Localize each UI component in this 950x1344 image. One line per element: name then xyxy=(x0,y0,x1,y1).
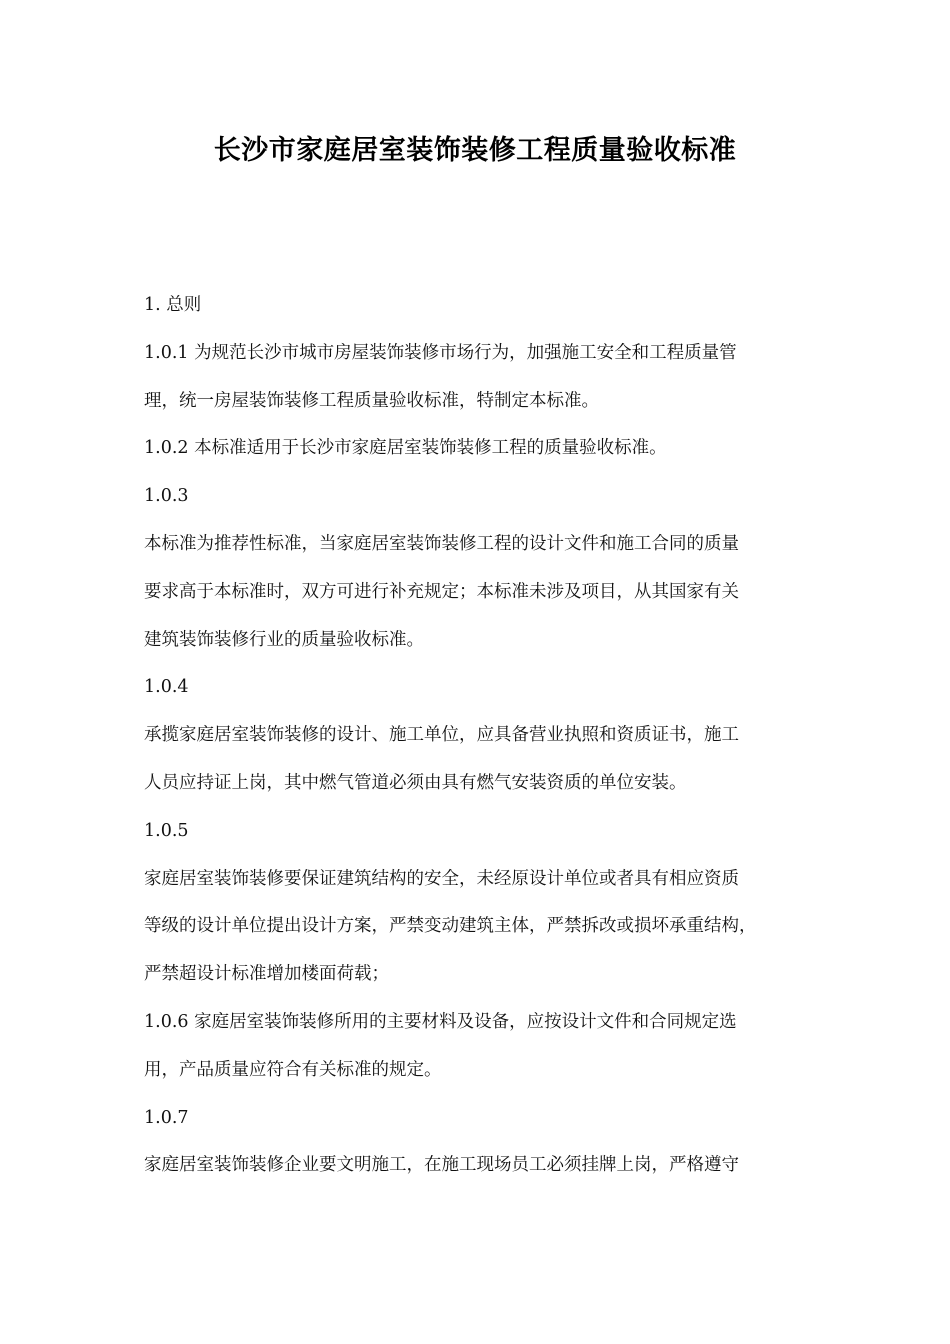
paragraph-line: 本标准为推荐性标准，当家庭居室装饰装修工程的设计文件和施工合同的质量 xyxy=(144,533,739,554)
section-heading: 1. 总则 xyxy=(144,295,202,315)
paragraph-line: 1.0.1 为规范长沙市城市房屋装饰装修市场行为，加强施工安全和工程质量管 xyxy=(144,342,737,363)
paragraph-line: 理，统一房屋装饰装修工程质量验收标准，特制定本标准。 xyxy=(144,390,599,411)
paragraph-line: 1.0.2 本标准适用于长沙市家庭居室装饰装修工程的质量验收标准。 xyxy=(144,438,667,459)
paragraph-line: 要求高于本标准时，双方可进行补充规定；本标准未涉及项目，从其国家有关 xyxy=(144,581,739,602)
document-title: 长沙市家庭居室装饰装修工程质量验收标准 xyxy=(213,135,737,166)
paragraph-line: 承揽家庭居室装饰装修的设计、施工单位，应具备营业执照和资质证书，施工 xyxy=(144,725,739,746)
paragraph-line: 家庭居室装饰装修企业要文明施工，在施工现场员工必须挂牌上岗，严格遵守 xyxy=(144,1155,739,1176)
clause-number: 1.0.3 xyxy=(144,486,189,507)
paragraph-line: 1.0.6 家庭居室装饰装修所用的主要材料及设备，应按设计文件和合同规定选 xyxy=(144,1011,737,1032)
paragraph-line: 建筑装饰装修行业的质量验收标准。 xyxy=(144,629,424,650)
paragraph-line: 人员应持证上岗，其中燃气管道必须由具有燃气安装资质的单位安装。 xyxy=(144,772,687,793)
clause-number: 1.0.7 xyxy=(144,1107,189,1128)
paragraph-line: 家庭居室装饰装修要保证建筑结构的安全，未经原设计单位或者具有相应资质 xyxy=(144,868,739,889)
clause-number: 1.0.5 xyxy=(144,820,189,841)
paragraph-line: 严禁超设计标准增加楼面荷载； xyxy=(144,964,389,985)
paragraph-line: 等级的设计单位提出设计方案，严禁变动建筑主体，严禁拆改或损坏承重结构， xyxy=(144,916,757,937)
paragraph-line: 用，产品质量应符合有关标准的规定。 xyxy=(144,1059,442,1080)
document-body xyxy=(144,282,824,1190)
clause-number: 1.0.4 xyxy=(144,677,189,698)
